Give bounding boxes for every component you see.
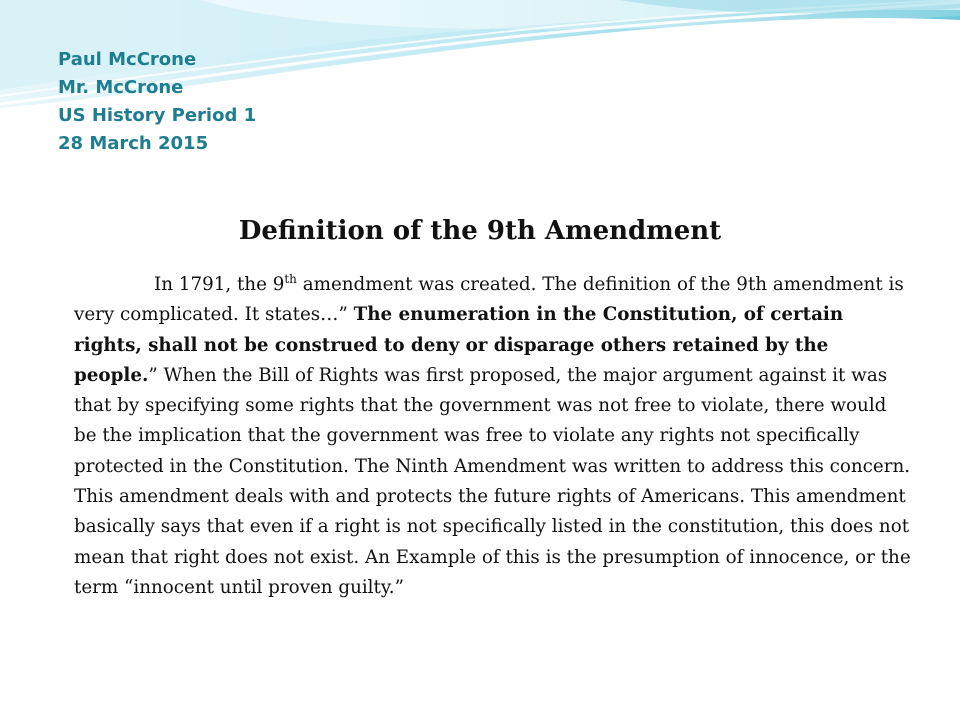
body-text (74, 270, 914, 603)
header-info (58, 46, 256, 158)
body-segment-1: In 1791, the 9 (154, 274, 285, 295)
amendment-quote: The enumeration in the Constitution, of certain rights, shall not be construed to deny or disparage others retained by the people. (74, 304, 844, 386)
date: 28 March 2015 (58, 133, 209, 154)
page-title: Definition of the 9th Amendment (238, 216, 722, 246)
body-paragraph (74, 270, 914, 603)
student-name: Paul McCrone (58, 49, 197, 70)
body-segment-3: ” When the Bill of Rights was first proposed, the major argument against it was that by specifying some rights that the government was not free to violate, there would be the implication that the government was free to violate any rights not specifically protected in the Constitution. The Ninth Amendment was written to address this concern. This amendment deals with and protects the future rights of Americans. This amendment basically says that even if a right is not specifically listed in the constitution, this does not mean that right does not exist. An Example of this is the presumption of innocence, or the term “innocent until proven guilty.” (74, 364, 911, 598)
body-segment-2: amendment was created. The definition of the 9th amendment is very complicated. It states…” (74, 274, 904, 326)
class-period: US History Period 1 (58, 105, 257, 126)
teacher-name: Mr. McCrone (58, 77, 184, 98)
ordinal-superscript: th (284, 271, 297, 286)
